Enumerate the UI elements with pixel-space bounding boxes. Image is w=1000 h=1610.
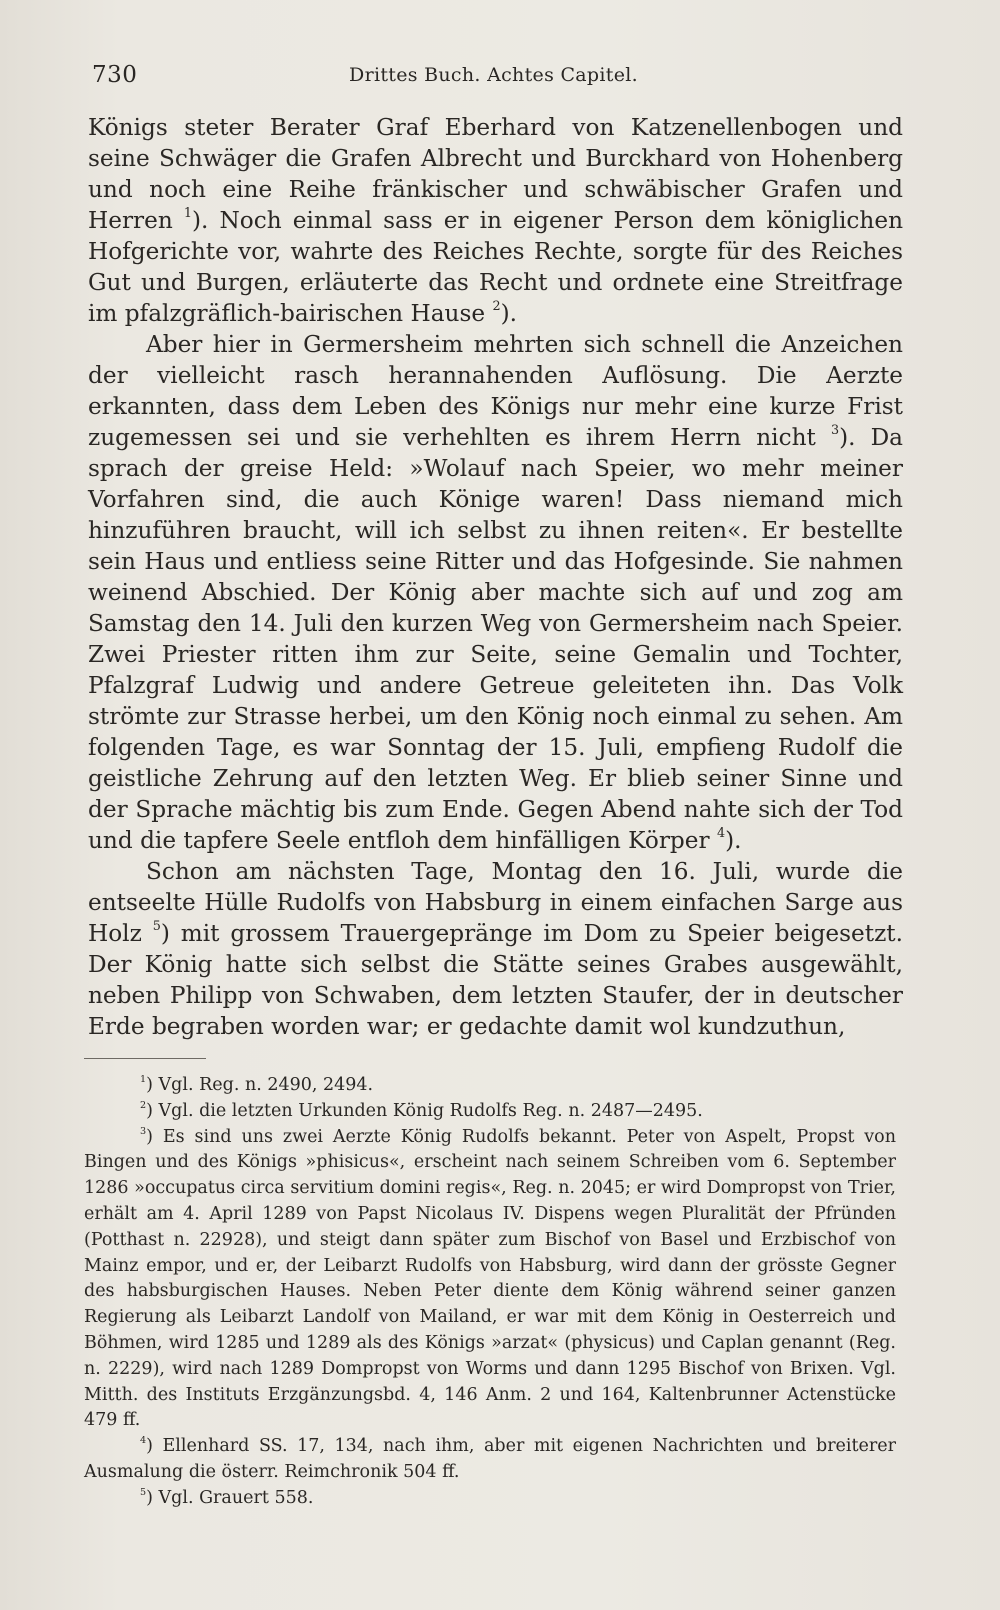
footnote-divider: [84, 1058, 206, 1059]
footnote-text: ) Vgl. Grauert 558.: [146, 1487, 314, 1508]
footnote-text: ) Vgl. Reg. n. 2490, 2494.: [146, 1075, 374, 1095]
footnote-text: ) Es sind uns zwei Aerzte König Rudolfs bekannt. Peter von Aspelt, Propst von Bingen und des Königs »phisicus«, erscheint nach seinem Schreiben vom 6. September 1286 »occupatus circa servitium domini regis«, Reg. n. 2045; er wird Dompropst von Trier, erhält am 4. April 1289 von Papst Nicolaus IV. Dispens wegen Pluralität der Pfründen (Potthast n. 22928), und steigt dann später zum Bischof von Basel und Erzbischof von Mainz empor, und er, der Leibarzt Rudolfs von Habsburg, wird dann der grösste Gegner des habsburgischen Hauses. Neben Peter diente dem König während seiner ganzen Regierung als Leibarzt Landolf von Mailand, er war mit dem König in Oesterreich und Böhmen, wird 1285 und 1289 als des Königs »arzat« (physicus) und Caplan genannt (Reg. n. 2229), wird nach 1289 Dompropst von Worms und dann 1295 Bischof von Brixen. Vgl. Mitth. des Instituts Erzgänzungsbd. 4, 146 Anm. 2 und 164, Kaltenbrunner Actenstücke 479 ff.: [84, 1126, 896, 1431]
footnote-2: [84, 1099, 896, 1125]
text-run: Aber hier in Germersheim mehrten sich schnell die Anzeichen der vielleicht rasch herannahenden Auflösung. Die Aerzte erkannten, dass dem Leben des Königs nur mehr eine kurze Frist zugemessen sei und sie verhehlten es ihrem Herrn nicht: [88, 331, 903, 451]
footnote-ref: 4: [716, 826, 726, 842]
footnote-mark: 1: [140, 1073, 147, 1085]
paragraph-3: [88, 856, 903, 1042]
main-text: [88, 112, 903, 1042]
footnote-4: [84, 1434, 896, 1486]
footnote-5: [84, 1486, 896, 1512]
footnote-mark: 2: [140, 1099, 147, 1111]
page-number: 730: [92, 62, 138, 88]
text-run: Schon am nächsten Tage, Montag den 16. Juli, wurde die entseelte Hülle Rudolfs von Habsburg in einem einfachen Sarge aus Holz: [88, 858, 903, 947]
footnote-mark: 5: [140, 1486, 147, 1498]
footnote-text: ) Ellenhard SS. 17, 134, nach ihm, aber mit eigenen Nachrichten und breiterer Ausmalung die österr. Reimchronik 504 ff.: [84, 1436, 896, 1482]
text-run: ).: [500, 300, 517, 327]
footnote-1: [84, 1073, 896, 1099]
footnote-text: ) Vgl. die letzten Urkunden König Rudolfs Reg. n. 2487—2495.: [146, 1100, 703, 1121]
text-run: ) mit grossem Trauergepränge im Dom zu Speier beigesetzt. Der König hatte sich selbst die Stätte seines Grabes ausgewählt, neben Philipp von Schwaben, dem letzten Staufer, der in deutscher Erde begraben worden war; er gedachte damit wol kundzuthun,: [88, 920, 904, 1040]
text-run: ). Noch einmal sass er in eigener Person dem königlichen Hofgerichte vor, wahrte des Reiches Rechte, sorgte für des Reiches Gut und Burgen, erläuterte das Recht und ordnete eine Streitfrage im pfalzgräflich-bairischen Hause: [88, 207, 904, 327]
footnote-ref: 5: [152, 919, 161, 935]
footnote-3: [84, 1125, 896, 1435]
footnote-ref: 3: [830, 423, 840, 439]
text-run: Königs steter Berater Graf Eberhard von Katzenellenbogen und seine Schwäger die Grafen Albrecht und Burckhard von Hohenberg und noch eine Reihe fränkischer und schwäbischer Grafen und Herren: [88, 114, 903, 234]
page-header: [92, 62, 895, 94]
paragraph-2: [88, 329, 903, 856]
text-run: ). Da sprach der greise Held: »Wolauf nach Speier, wo mehr meiner Vorfahren sind, die auch Könige waren! Dass niemand mich hinzuführen braucht, will ich selbst zu ihnen reiten«. Er bestellte sein Haus und entliess seine Ritter und das Hofgesinde. Sie nahmen weinend Abschied. Der König aber machte sich auf und zog am Samstag den 14. Juli den kurzen Weg von Germersheim nach Speier. Zwei Priester ritten ihm zur Seite, seine Gemalin und Tochter, Pfalzgraf Ludwig und andere Getreue geleiteten ihn. Das Volk strömte zur Strasse herbei, um den König noch einmal zu sehen. Am folgenden Tage, es war Sonntag der 15. Juli, empfieng Rudolf die geistliche Zehrung auf den letzten Weg. Er blieb seiner Sinne und der Sprache mächtig bis zum Ende. Gegen Abend nahte sich der Tod und die tapfere Seele entfloh dem hinfälligen Körper: [88, 424, 904, 854]
running-title: Drittes Buch. Achtes Capitel.: [349, 64, 638, 86]
footnote-mark: 3: [140, 1125, 147, 1137]
footnote-mark: 4: [140, 1434, 147, 1446]
paragraph-1: [88, 112, 903, 329]
text-run: ).: [725, 827, 742, 854]
footnotes: [84, 1073, 896, 1512]
footnote-ref: 1: [183, 206, 192, 222]
footnote-ref: 2: [492, 299, 501, 315]
